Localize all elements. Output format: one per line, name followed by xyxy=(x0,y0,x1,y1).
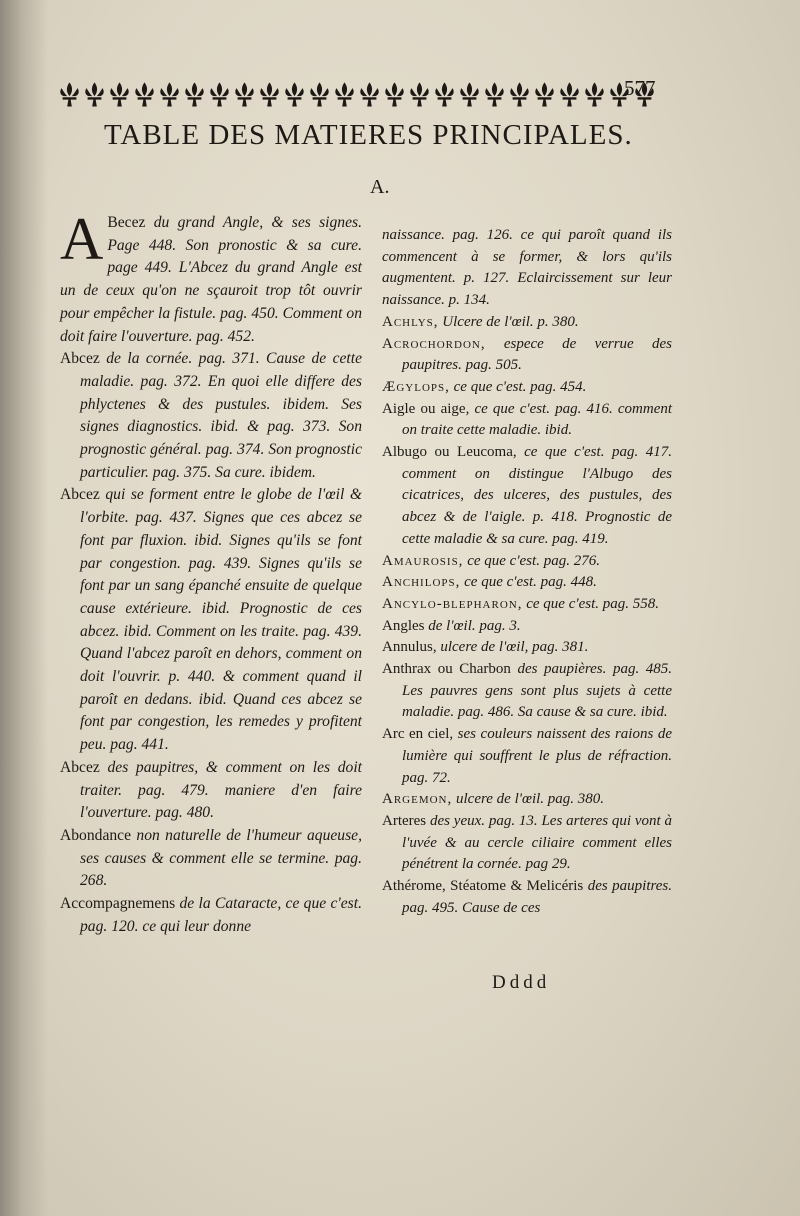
entry-headword: Achlys, xyxy=(382,313,439,330)
fleur-de-lis-icon xyxy=(83,81,106,109)
entry-headword: Anthrax ou Charbon xyxy=(382,661,511,678)
index-entry xyxy=(60,206,362,348)
entry-text: qui se forment entre le globe de l'œil & l'orbite. pag. 437. Signes que ces abcez se font par fluxion. ibid. Signes qu'ils se font par congestion. pag. 439. Signes qu'ils se font par un sang épanché ensuite de quelque cause extérieure. ibid. Prognostic de ces abcez. ibid. Comment on les traite. pag. 439. Quand l'abcez paroît en dehors, comment on doit l'ouvrir. p. 440. & comment quand il paroît en dedans. ibid. Quand ces abcez se font par congestion, les remedes y profitent peu. pag. 441. xyxy=(80,486,362,754)
fleur-de-lis-icon xyxy=(108,81,131,109)
entry-headword: Acrochordon, xyxy=(382,335,486,352)
entry-text: ulcere de l'œil. pag. 380. xyxy=(456,791,605,808)
entry-headword: Abondance xyxy=(60,826,132,844)
entry-text: des paupitres. pag. 495. Cause de ces xyxy=(402,878,673,916)
entry-text: du grand Angle, & ses signes. Page 448. Son pronostic & sa cure. page 449. L'Abcez du grand Angle est un de ceux qu'on ne sçauroit trop tôt ouvrir pour empêcher la fistule. pag. 450. Comment on doit faire l'ouverture. pag. 452. xyxy=(60,214,362,345)
section-letter: A. xyxy=(370,176,390,198)
page-title: TABLE DES MATIERES PRINCIPALES. xyxy=(104,119,633,151)
fleur-de-lis-icon xyxy=(458,81,481,109)
fleur-de-lis-icon xyxy=(183,81,206,109)
index-entry xyxy=(60,825,362,893)
index-entry xyxy=(382,377,672,399)
printer-signature: Dddd xyxy=(492,972,551,993)
entry-text: ce que c'est. pag. 276. xyxy=(467,552,600,569)
index-entry xyxy=(382,442,672,551)
fleur-de-lis-icon xyxy=(58,81,81,109)
fleur-de-lis-icon xyxy=(383,81,406,109)
entry-headword: Athérome, Stéatome & Melicéris xyxy=(382,878,584,895)
entry-text: de l'œil. pag. 3. xyxy=(428,617,521,634)
entry-headword: Albugo ou Leucoma, xyxy=(382,444,517,461)
index-entry xyxy=(382,312,672,334)
entry-text: des yeux. pag. 13. Les arteres qui vont à l'uvée & au cercle ciliaire comment elles pénétrent la cornée. pag 29. xyxy=(402,812,672,873)
index-entry xyxy=(382,572,672,594)
index-entry xyxy=(60,757,362,825)
entry-headword: Aigle ou aige, xyxy=(382,400,470,417)
entry-headword: Anchilops, xyxy=(382,574,461,591)
entry-headword: Argemon, xyxy=(382,791,453,808)
fleur-de-lis-icon xyxy=(558,81,581,109)
index-entry xyxy=(382,225,672,312)
page-gutter-shadow xyxy=(0,0,48,1216)
entry-text: non naturelle de l'humeur aqueuse, ses causes & comment elle se termine. pag. 268. xyxy=(80,826,362,890)
index-entry xyxy=(382,334,672,377)
fleur-de-lis-icon xyxy=(333,81,356,109)
fleuron-border xyxy=(58,78,658,112)
entry-headword: Amaurosis, xyxy=(382,552,464,569)
fleur-de-lis-icon xyxy=(233,81,256,109)
index-entry xyxy=(60,348,362,484)
fleur-de-lis-icon xyxy=(158,81,181,109)
index-column-left xyxy=(60,206,363,939)
entry-headword: Abcez xyxy=(60,486,100,504)
fleur-de-lis-icon xyxy=(208,81,231,109)
entry-text: naissance. pag. 126. ce qui paroît quand ils commencent à se former, & lors qu'ils augmentent. p. 127. Eclaircissement sur leur naissance. p. 134. xyxy=(382,227,672,309)
fleur-de-lis-icon xyxy=(283,81,306,109)
fleur-de-lis-icon xyxy=(583,81,606,109)
entry-headword: Annulus, xyxy=(382,639,437,656)
entry-headword: Abcez xyxy=(60,758,100,776)
entry-text: Ulcere de l'œil. p. 380. xyxy=(442,313,579,330)
entry-text: des paupitres, & comment on les doit traiter. pag. 479. maniere d'en faire l'ouverture. pag. 480. xyxy=(80,758,362,822)
entry-text: espece de verrue des paupitres. pag. 505. xyxy=(402,335,672,374)
fleur-de-lis-icon xyxy=(483,81,506,109)
entry-headword: Ægylops, xyxy=(382,378,450,395)
fleur-de-lis-icon xyxy=(258,81,281,109)
entry-text: de la Cataracte, ce que c'est. pag. 120. ce qui leur donne xyxy=(80,895,362,935)
entry-headword: Ancylo-blepharon, xyxy=(382,595,523,612)
page-number: 577 xyxy=(624,76,656,100)
index-entry xyxy=(382,724,672,789)
index-entry xyxy=(382,594,672,616)
entry-text: ce que c'est. pag. 448. xyxy=(464,574,597,591)
index-entry xyxy=(382,399,672,442)
entry-headword: Arteres xyxy=(382,812,427,829)
index-column-right xyxy=(382,225,672,920)
entry-text: ce que c'est. pag. 454. xyxy=(453,378,587,395)
entry-text: de la cornée. pag. 371. Cause de cette maladie. pag. 372. En quoi elle differe des phlyctenes & des pustules. ibidem. Ses signes diagnostics. ibid. & pag. 373. Son prognostic général. pag. 374. Son prognostic particulier. pag. 375. Sa cure. ibidem. xyxy=(80,350,363,481)
entry-text: ulcere de l'œil, pag. 381. xyxy=(440,639,589,656)
entry-text: ses couleurs naissent des raions de lumière qui souffrent le plus de réfraction. pag. 72. xyxy=(402,726,673,786)
fleur-de-lis-icon xyxy=(508,81,531,109)
entry-text: ce que c'est. pag. 417. comment on distingue l'Albugo des cicatrices, des ulceres, des pustules, des abcez & de l'aigle. p. 418. Prognostic de cette maladie & sa cure. pag. 419. xyxy=(402,444,672,547)
index-entry xyxy=(382,616,672,638)
index-entry xyxy=(382,811,672,876)
entry-text: ce que c'est. pag. 558. xyxy=(526,595,659,612)
entry-text: des paupières. pag. 485. Les pauvres gens sont plus sujets à cette maladie. pag. 486. Sa cause & sa cure. ibid. xyxy=(402,661,672,721)
index-entry xyxy=(382,789,672,811)
entry-headword: Abcez xyxy=(60,350,100,368)
fleur-de-lis-icon xyxy=(433,81,456,109)
drop-cap: A xyxy=(60,206,104,272)
index-entry xyxy=(382,659,672,724)
fleur-de-lis-icon xyxy=(133,81,156,109)
fleur-de-lis-icon xyxy=(408,81,431,109)
fleur-de-lis-icon xyxy=(308,81,331,109)
index-entry xyxy=(60,893,362,938)
entry-headword: Accompagnemens xyxy=(60,895,176,913)
index-entry xyxy=(382,637,672,659)
fleur-de-lis-icon xyxy=(358,81,381,109)
fleur-de-lis-icon xyxy=(533,81,556,109)
index-entry xyxy=(382,551,672,573)
index-entry xyxy=(60,484,362,756)
entry-headword: Angles xyxy=(382,617,425,634)
entry-text: ce que c'est. pag. 416. comment on traite cette maladie. ibid. xyxy=(402,400,673,439)
entry-headword: Arc en ciel, xyxy=(382,726,454,743)
index-entry xyxy=(382,876,672,919)
entry-headword: Becez xyxy=(107,214,146,231)
